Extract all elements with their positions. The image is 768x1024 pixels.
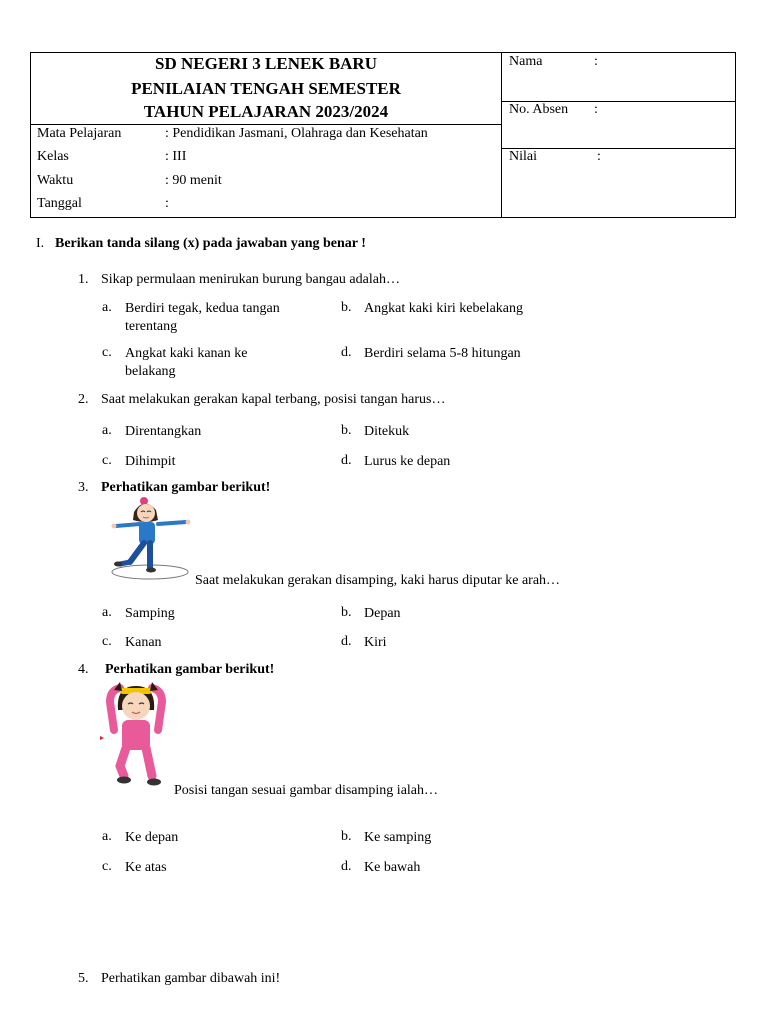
q2-option-d-text[interactable]: Lurus ke depan bbox=[364, 454, 451, 469]
q3-option-c-letter[interactable]: c. bbox=[102, 634, 112, 649]
q3-option-c-text[interactable]: Kanan bbox=[125, 635, 162, 650]
info-label-date: Tanggal bbox=[37, 196, 82, 211]
question-text-5: Perhatikan gambar dibawah ini! bbox=[101, 971, 281, 986]
info-label-class: Kelas bbox=[37, 149, 69, 164]
question-number-3: 3. bbox=[78, 480, 89, 495]
header-divider-vertical bbox=[501, 53, 502, 218]
question-number-5: 5. bbox=[78, 971, 89, 986]
header-table bbox=[30, 52, 736, 218]
info-value-time: : 90 menit bbox=[165, 173, 222, 188]
q1-option-c-letter[interactable]: c. bbox=[102, 345, 112, 360]
q1-option-a-letter[interactable]: a. bbox=[102, 300, 112, 315]
field-label-name: Nama bbox=[509, 54, 543, 69]
question-text-4: Perhatikan gambar berikut! bbox=[105, 662, 275, 677]
info-label-subject: Mata Pelajaran bbox=[37, 126, 122, 141]
q4-option-a-letter[interactable]: a. bbox=[102, 829, 112, 844]
q4-option-d-text[interactable]: Ke bawah bbox=[364, 860, 421, 875]
q3-option-a-text[interactable]: Samping bbox=[125, 606, 175, 621]
question-text-3: Perhatikan gambar berikut! bbox=[101, 480, 271, 495]
question-prompt-3: Saat melakukan gerakan disamping, kaki harus diputar ke arah… bbox=[195, 573, 561, 588]
header-divider-left bbox=[31, 124, 501, 125]
q2-option-b-letter[interactable]: b. bbox=[341, 423, 352, 438]
academic-year: TAHUN PELAJARAN 2023/2024 bbox=[143, 102, 389, 121]
field-input-absen[interactable]: : bbox=[594, 102, 598, 117]
q2-option-a-text[interactable]: Direntangkan bbox=[125, 424, 202, 439]
q3-option-d-letter[interactable]: d. bbox=[341, 634, 352, 649]
section-instruction: Berikan tanda silang (x) pada jawaban yang benar ! bbox=[55, 236, 366, 251]
q3-option-a-letter[interactable]: a. bbox=[102, 605, 112, 620]
exam-title: PENILAIAN TENGAH SEMESTER bbox=[131, 79, 401, 98]
q2-option-c-letter[interactable]: c. bbox=[102, 453, 112, 468]
question-text-2: Saat melakukan gerakan kapal terbang, posisi tangan harus… bbox=[101, 392, 446, 407]
question-number-4: 4. bbox=[78, 662, 89, 677]
q2-option-d-letter[interactable]: d. bbox=[341, 453, 352, 468]
q3-option-d-text[interactable]: Kiri bbox=[364, 635, 387, 650]
question-text-1: Sikap permulaan menirukan burung bangau adalah… bbox=[101, 272, 400, 287]
q1-option-d-letter[interactable]: d. bbox=[341, 345, 352, 360]
q1-option-b-letter[interactable]: b. bbox=[341, 300, 352, 315]
q2-option-a-letter[interactable]: a. bbox=[102, 423, 112, 438]
q4-option-b-text[interactable]: Ke samping bbox=[364, 830, 432, 845]
field-label-absen: No. Absen bbox=[509, 102, 569, 117]
q2-option-c-text[interactable]: Dihimpit bbox=[125, 454, 176, 469]
field-input-score[interactable]: : bbox=[597, 149, 601, 164]
field-input-name[interactable]: : bbox=[594, 54, 598, 69]
question-prompt-4: Posisi tangan sesuai gambar disamping ialah… bbox=[174, 783, 439, 798]
info-value-subject: : Pendidikan Jasmani, Olahraga dan Kesehatan bbox=[165, 126, 428, 141]
girl-side-swing-illustration bbox=[106, 496, 196, 584]
info-value-date: : bbox=[165, 196, 169, 211]
q1-option-d-text[interactable]: Berdiri selama 5-8 hitungan bbox=[364, 346, 521, 361]
section-number: I. bbox=[36, 236, 45, 251]
q1-option-c-text[interactable]: Angkat kaki kanan ke belakang bbox=[125, 346, 248, 379]
q4-option-c-text[interactable]: Ke atas bbox=[125, 860, 167, 875]
girl-arms-overhead-illustration bbox=[100, 680, 172, 792]
question-number-1: 1. bbox=[78, 272, 89, 287]
info-label-time: Waktu bbox=[37, 173, 74, 188]
q3-option-b-text[interactable]: Depan bbox=[364, 606, 401, 621]
question-number-2: 2. bbox=[78, 392, 89, 407]
school-name: SD NEGERI 3 LENEK BARU bbox=[155, 54, 377, 73]
q1-option-b-text[interactable]: Angkat kaki kiri kebelakang bbox=[364, 301, 524, 316]
q2-option-b-text[interactable]: Ditekuk bbox=[364, 424, 410, 439]
q1-option-a-text[interactable]: Berdiri tegak, kedua tangan terentang bbox=[125, 301, 280, 334]
q4-option-c-letter[interactable]: c. bbox=[102, 859, 112, 874]
info-value-class: : III bbox=[165, 149, 187, 164]
q4-option-a-text[interactable]: Ke depan bbox=[125, 830, 179, 845]
field-label-score: Nilai bbox=[509, 149, 537, 164]
q4-option-d-letter[interactable]: d. bbox=[341, 859, 352, 874]
q4-option-b-letter[interactable]: b. bbox=[341, 829, 352, 844]
q3-option-b-letter[interactable]: b. bbox=[341, 605, 352, 620]
